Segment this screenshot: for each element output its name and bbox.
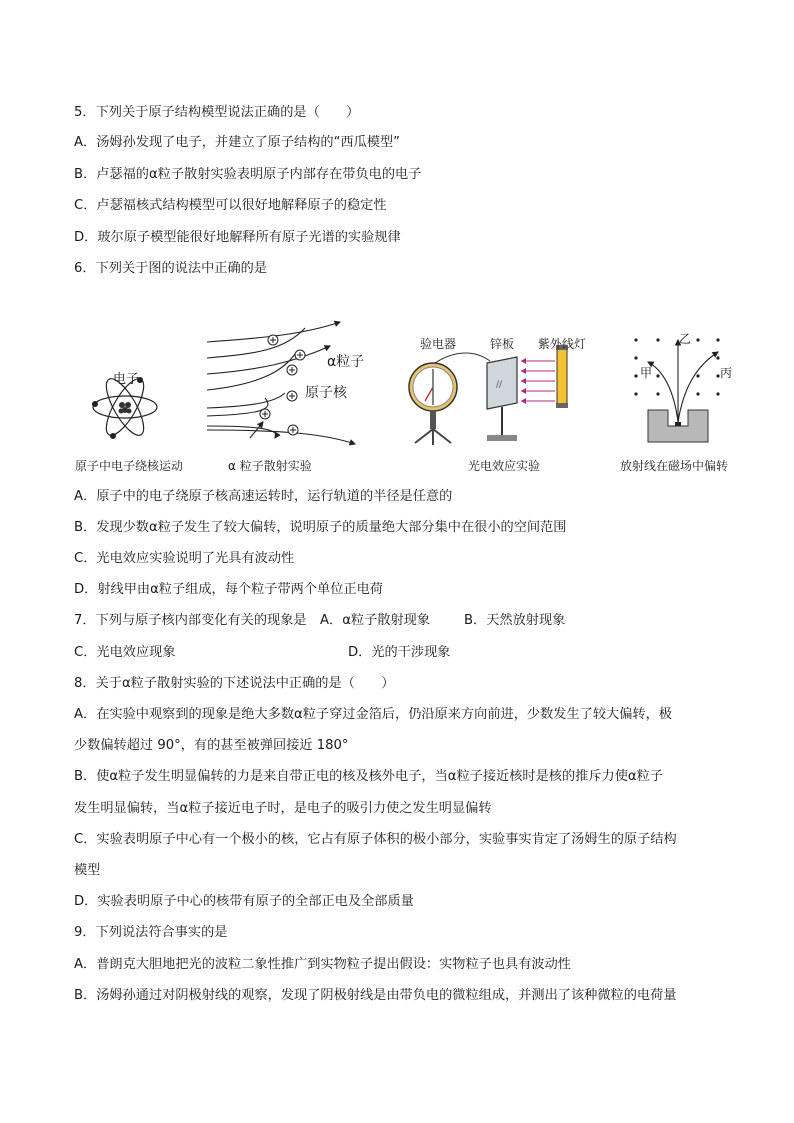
electroscope-label: 验电器 — [420, 337, 457, 351]
q9-option-a: A．普朗克大胆地把光的波粒二象性推广到实物粒子提出假设：实物粒子也具有波动性 — [74, 957, 571, 972]
q8-option-c-line1: C．实验表明原子中心有一个极小的核，它占有原子体积的极小部分，实验事实肯定了汤姆生的原子结构 — [74, 832, 677, 847]
alpha-particle-label: α粒子 — [327, 354, 365, 370]
q7-option-a: A．α粒子散射现象 — [320, 613, 431, 628]
q5-option-a: A．汤姆孙发现了电子，并建立了原子结构的“西瓜模型” — [74, 135, 400, 150]
q8-option-a-line2: 少数偏转超过 90°，有的甚至被弹回接近 180° — [74, 738, 349, 753]
q5-stem: 5．下列关于原子结构模型说法正确的是（ ） — [74, 105, 360, 120]
q9-stem: 9．下列说法符合事实的是 — [74, 925, 228, 940]
q8-option-b-line2: 发生明显偏转，当α粒子接近电子时，是电子的吸引力使之发生明显偏转 — [74, 801, 492, 816]
q7-option-b: B．天然放射现象 — [464, 613, 566, 628]
ray-bing-label: 丙 — [720, 366, 733, 380]
zinc-plate-label: 锌板 — [490, 337, 515, 351]
q6-option-b: B．发现少数α粒子发生了较大偏转，说明原子的质量绝大部分集中在很小的空间范围 — [74, 520, 567, 535]
ray-jia-label: 甲 — [640, 366, 653, 380]
alpha-caption: α 粒子散射实验 — [228, 459, 312, 473]
radiation-figure — [618, 330, 743, 448]
atom-caption: 原子中电子绕核运动 — [75, 459, 184, 473]
zinc-plate-icon — [487, 357, 517, 441]
q7-option-c: C．光电效应现象 — [74, 645, 176, 660]
q8-option-a-line1: A．在实验中观察到的现象是绝大多数α粒子穿过金箔后，仍沿原来方向前进，少数发生了较大偏转，极 — [74, 707, 672, 722]
q5-option-b: B．卢瑟福的α粒子散射实验表明原子内部存在带负电的电子 — [74, 167, 422, 182]
photoelectric-figure — [405, 345, 595, 450]
q9-option-b: B．汤姆孙通过对阴极射线的观察，发现了阴极射线是由带负电的微粒组成，并测出了该种微粒的电荷量 — [74, 988, 677, 1003]
atom-electron-label: 电子 — [113, 372, 140, 387]
electroscope-icon — [409, 363, 457, 445]
q8-stem: 8．关于α粒子散射实验的下述说法中正确的是（ ） — [74, 676, 395, 691]
q5-option-d: D．玻尔原子模型能很好地解释所有原子光谱的实验规律 — [74, 230, 401, 245]
q8-option-d: D．实验表明原子中心的核带有原子的全部正电及全部质量 — [74, 894, 414, 909]
svg-text://: // — [496, 380, 503, 390]
q8-option-b-line1: B．使α粒子发生明显偏转的力是来自带正电的核及核外电子，当α粒子接近核时是核的推斥力使α粒子 — [74, 769, 663, 784]
q6-option-d: D．射线甲由α粒子组成，每个粒子带两个单位正电荷 — [74, 582, 383, 597]
uv-lamp-label: 紫外线灯 — [538, 337, 587, 351]
q6-option-c: C．光电效应实验说明了光具有波动性 — [74, 551, 295, 566]
nucleus — [119, 402, 132, 414]
q6-option-a: A．原子中的电子绕原子核高速运转时，运行轨道的半径是任意的 — [74, 489, 453, 504]
q8-option-c-line2: 模型 — [74, 863, 101, 878]
radiation-caption: 放射线在磁场中偏转 — [620, 459, 729, 473]
ray-yi-label: 乙 — [679, 332, 692, 346]
nucleus-label: 原子核 — [305, 385, 347, 401]
uv-lamp-icon — [556, 345, 568, 408]
q6-stem: 6．下列关于图的说法中正确的是 — [74, 261, 268, 276]
q7-stem: 7．下列与原子核内部变化有关的现象是 — [74, 613, 307, 628]
q5-option-c: C．卢瑟福核式结构模型可以很好地解释原子的稳定性 — [74, 198, 387, 213]
q7-option-d: D．光的干涉现象 — [348, 645, 451, 660]
alpha-scattering-figure — [205, 318, 375, 448]
photo-caption: 光电效应实验 — [468, 459, 541, 473]
